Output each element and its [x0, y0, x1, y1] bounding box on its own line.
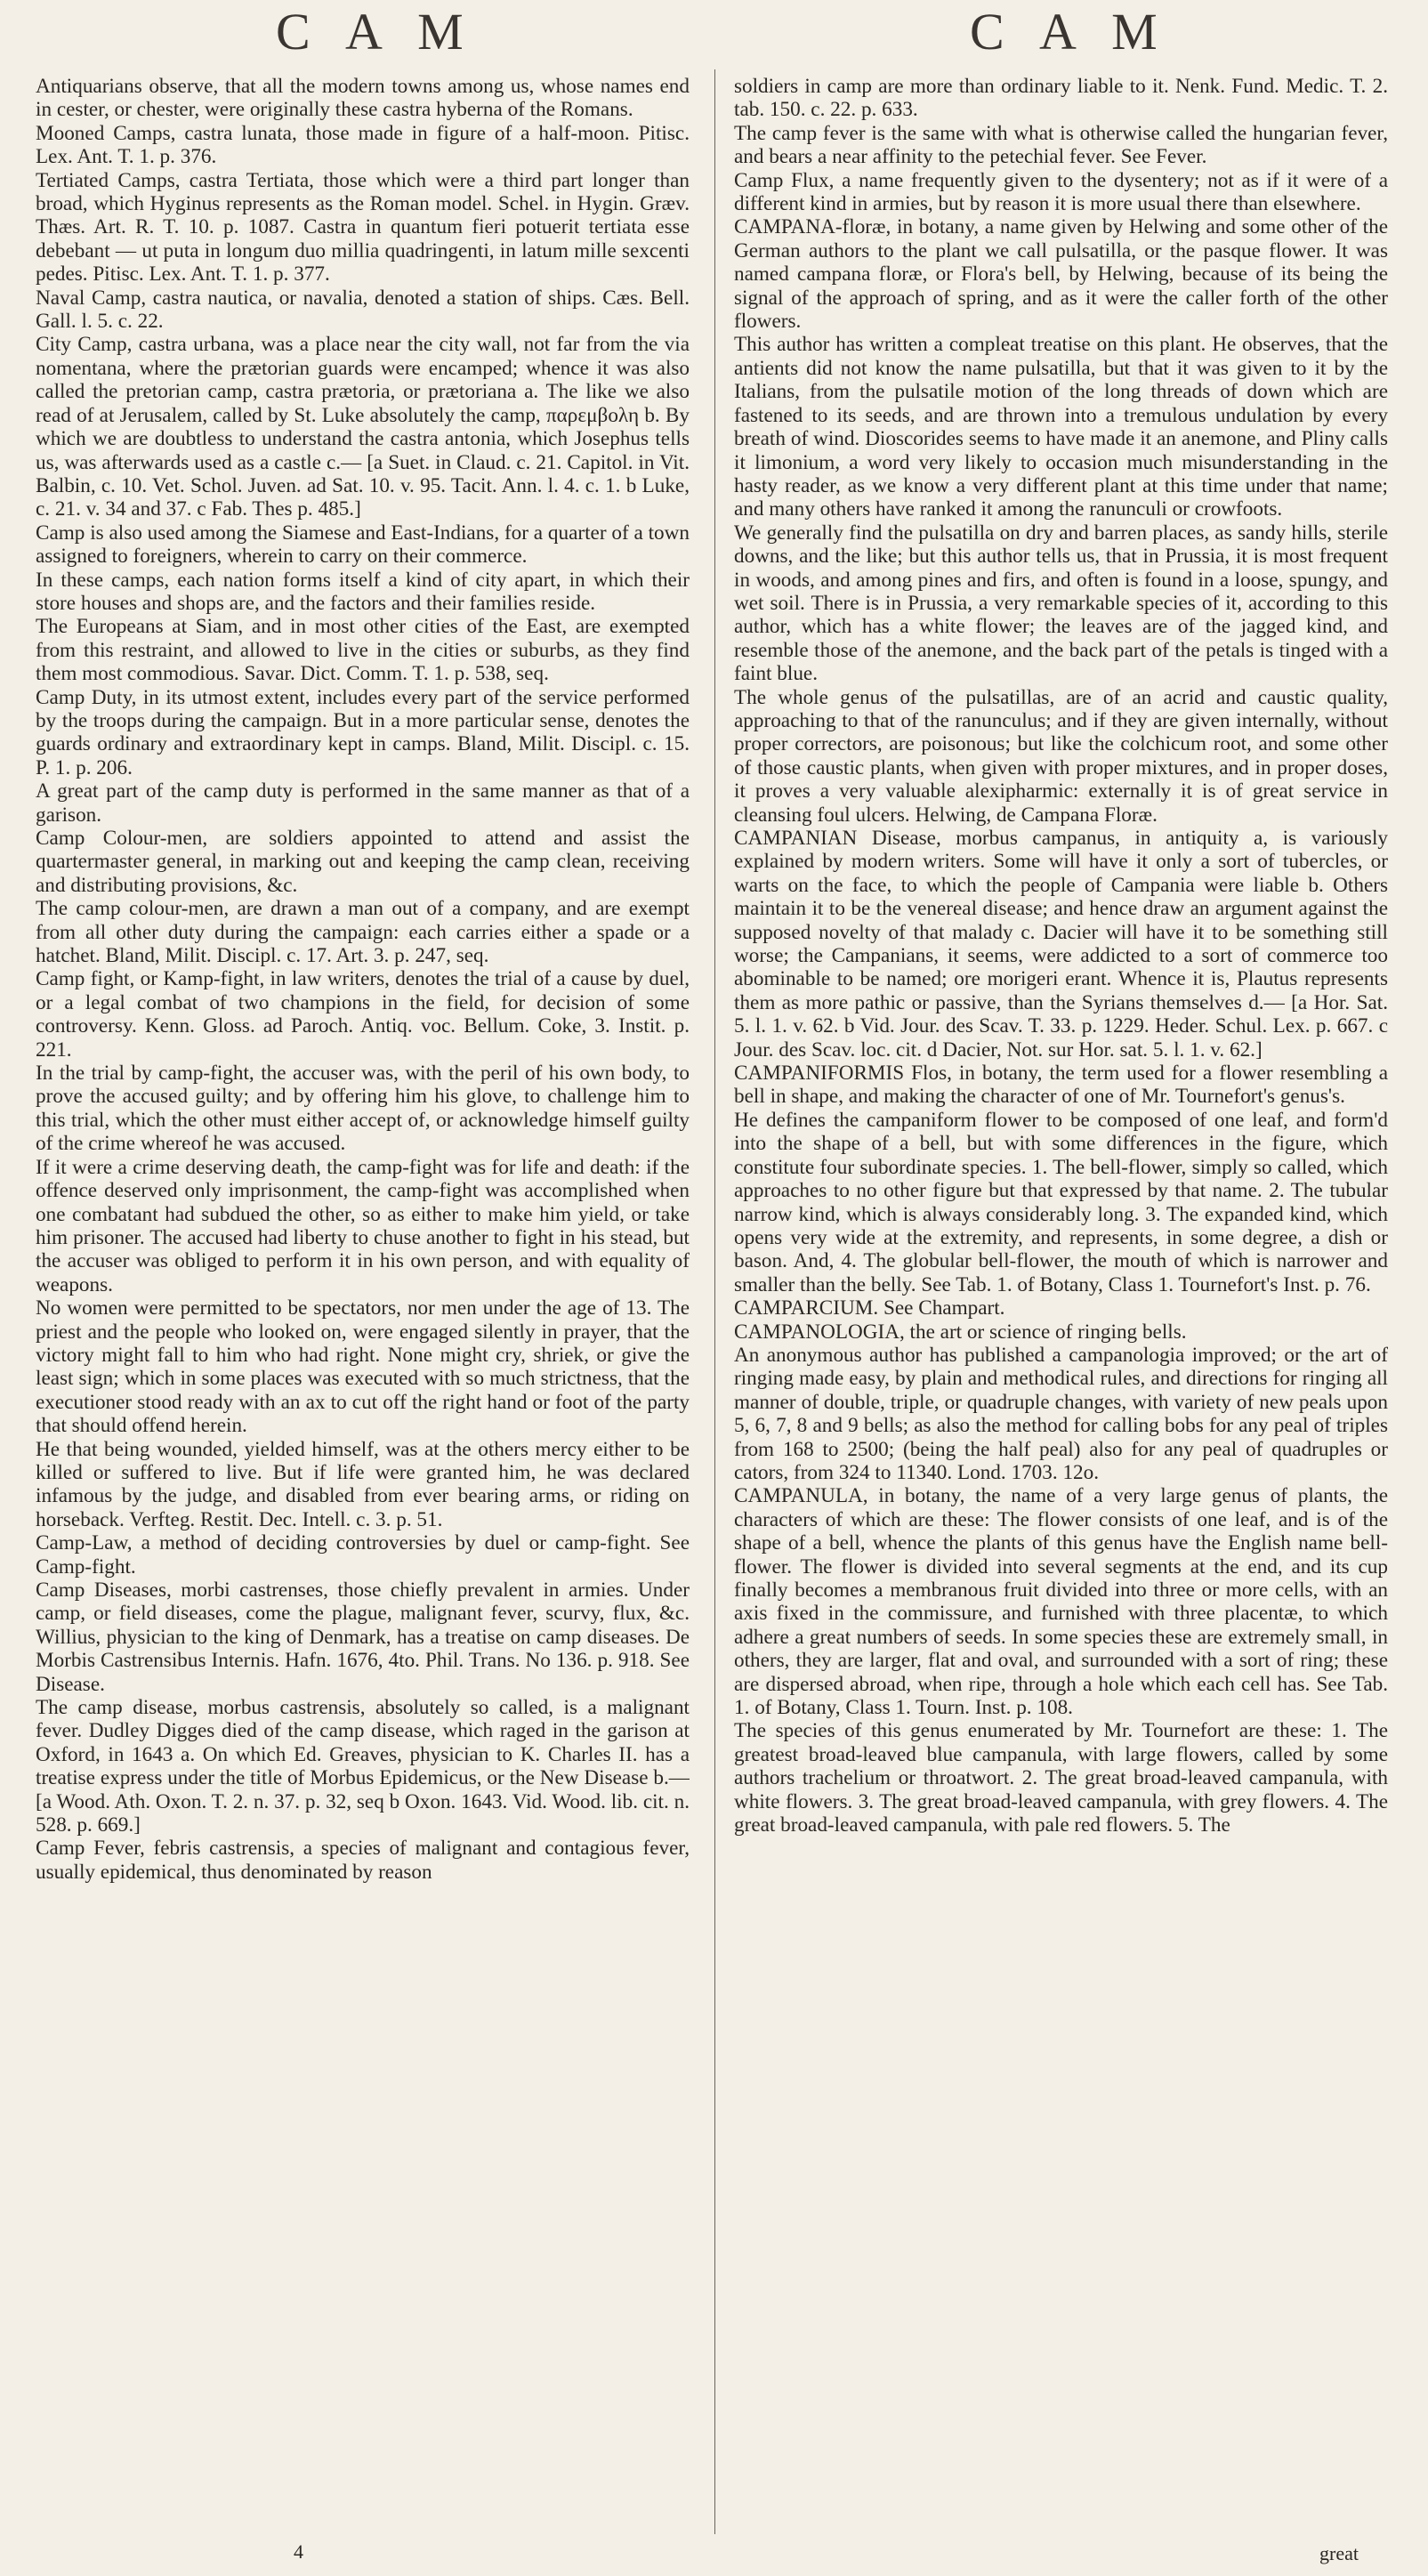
- entry-paragraph: CAMPANOLOGIA, the art or science of ringing bells.: [734, 1320, 1187, 1344]
- catchword: great: [1319, 2542, 1359, 2564]
- entry-paragraph: Camp fight, or Kamp-fight, in law writers, denotes the trial of a cause by duel, or a legal combat of two champions in the field, for decision of some controversy. Kenn. Gloss. ad Paroch. Antiq. voc. Bellum. Coke, 3. Instit. p. 221.: [36, 967, 690, 1062]
- left-column: [36, 75, 690, 2540]
- entry-paragraph: CAMPANIFORMIS Flos, in botany, the term used for a flower resembling a bell in shape, and making the character of one of Mr. Tournefort's genus's.: [734, 1062, 1388, 1109]
- entry-paragraph: Mooned Camps, castra lunata, those made in figure of a half-moon. Pitisc. Lex. Ant. T. 1. p. 376.: [36, 121, 690, 169]
- entry-paragraph: Camp Diseases, morbi castrenses, those chiefly prevalent in armies. Under camp, or field diseases, come the plague, malignant fever, scurvy, flux, &c. Willius, physician to the king of Denmark, has a treatise on camp diseases. De Morbis Castrensibus Internis. Hafn. 1676, 4to. Phil. Trans. No 136. p. 918. See Disease.: [36, 1579, 690, 1696]
- entry-paragraph: CAMPANIAN Disease, morbus campanus, in antiquity a, is variously explained by modern writers. Some will have it only a sort of tubercles, or warts on the face, to which the people of Campania were liable b. Others maintain it to be the venereal disease; and hence draw an argument against the supposed novelty of that malady c. Dacier will have it to be something still worse; the Campanians, it seems, were addicted to a sort of commerce too abominable to be named; ore morigeri erant. Whence it is, Plautus represents them as more pathic or passive, than the Syrians themselves d.— [a Hor. Sat. 5. l. 1. v. 62. b Vid. Jour. des Scav. T. 33. p. 1229. Heder. Schul. Lex. p. 667. c Jour. des Scav. loc. cit. d Dacier, Not. sur Hor. sat. 5. l. 1. v. 62.]: [734, 827, 1388, 1062]
- entry-paragraph: Camp Fever, febris castrensis, a species of malignant and contagious fever, usually epidemical, thus denominated by reason: [36, 1837, 690, 1884]
- running-header: [0, 0, 1428, 71]
- entry-paragraph: The camp colour-men, are drawn a man out of a company, and are exempt from all other duty during the campaign: each carries either a spade or a hatchet. Bland, Milit. Discipl. c. 17. Art. 3. p. 247, seq.: [36, 897, 690, 968]
- entry-paragraph: Camp Duty, in its utmost extent, includes every part of the service performed by the troops during the campaign. But in a more particular sense, denotes the guards ordinary and extraordinary kept in camps. Bland, Milit. Discipl. c. 15. P. 1. p. 206.: [36, 685, 690, 779]
- text-columns: [36, 75, 1388, 2540]
- entry-paragraph: The species of this genus enumerated by Mr. Tournefort are these: 1. The greatest broad-leaved blue campanula, with large flowers, called by some authors trachelium or throatwort. 2. The great broad-leaved campanula, with white flowers. 3. The great broad-leaved campanula, with grey flowers. 4. The great broad-leaved campanula, with pale red flowers. 5. The: [734, 1719, 1388, 1837]
- header-title-right: C A M: [970, 3, 1170, 61]
- entry-paragraph: Tertiated Camps, castra Tertiata, those which were a third part longer than broad, which Hyginus represents as the Roman model. Schel. in Hygin. Græv. Thæs. Art. R. T. 10. p. 1087. Castra in quantum fieri potuerit tertiata esse debebant — ut puta in longum duo millia quadringenti, in latum mille sexcenti pedes. Pitisc. Lex. Ant. T. 1. p. 377.: [36, 168, 690, 287]
- entry-paragraph: He defines the campaniform flower to be composed of one leaf, and form'd into the shape of a bell, but with some differences in the figure, which constitute four subordinate species. 1. The bell-flower, simply so called, which approaches to no other figure but that expressed by that name. 2. The tubular narrow kind, which is always considerably long. 3. The expanded kind, which opens very wide at the extremity, and represents, in some degree, a dish or bason. And, 4. The globular bell-flower, the mouth of which is narrower and smaller than the belly. See Tab. 1. of Botany, Class 1. Tournefort's Inst. p. 76.: [734, 1108, 1388, 1296]
- entry-paragraph: He that being wounded, yielded himself, was at the others mercy either to be killed or suffered to live. But if life were granted him, he was declared infamous by the judge, and disabled from ever bearing arms, or riding on horseback. Verfteg. Restit. Dec. Intell. c. 3. p. 51.: [36, 1437, 690, 1531]
- entry-paragraph: The whole genus of the pulsatillas, are of an acrid and caustic quality, approaching to that of the ranunculus; and if they are given internally, without proper correctors, are poisonous; but like the colchicum root, and some other of those caustic plants, when given with proper mixtures, and in proper doses, it proves a very valuable alexipharmic: externally it is of great service in cleansing foul ulcers. Helwing, de Campana Floræ.: [734, 685, 1388, 827]
- entry-paragraph: In these camps, each nation forms itself a kind of city apart, in which their store houses and shops are, and the factors and their families reside.: [36, 568, 690, 615]
- entry-paragraph: Antiquarians observe, that all the modern towns among us, whose names end in cester, or chester, were originally these castra hyberna of the Romans.: [36, 75, 690, 122]
- entry-paragraph: This author has written a compleat treatise on this plant. He observes, that the antients did not know the name pulsatilla, but that it was given to it by the Italians, from the pulsatile motion of the long threads of down which are fastened to its seeds, and are thrown into a tremulous undulation by every breath of wind. Dioscorides seems to have made it an anemone, and Pliny calls it limonium, a word very likely to occasion much misunderstanding in the hasty reader, as we know a very different plant at this time under that name; and many others have ranked it among the ranunculi or crowfoots.: [734, 333, 1388, 521]
- entry-paragraph: The camp disease, morbus castrensis, absolutely so called, is a malignant fever. Dudley Digges died of the camp disease, which raged in the garison at Oxford, in 1643 a. On which Ed. Greaves, physician to K. Charles II. has a treatise express under the title of Morbus Epidemicus, or the New Disease b.— [a Wood. Ath. Oxon. T. 2. n. 37. p. 32, seq b Oxon. 1643. Vid. Wood. lib. cit. n. 528. p. 669.]: [36, 1696, 690, 1837]
- signature-mark: 4: [294, 2540, 303, 2563]
- entry-paragraph: Camp Colour-men, are soldiers appointed to attend and assist the quartermaster general, in marking out and keeping the camp clean, receiving and distributing provisions, &c.: [36, 827, 690, 897]
- entry-paragraph: If it were a crime deserving death, the camp-fight was for life and death: if the offence deserved only imprisonment, the camp-fight was accomplished when one combatant had subdued the other, so as either to make him yield, or take him prisoner. The accused had liberty to chuse another to fight in his stead, but the accuser was obliged to perform it in his own person, and with equality of weapons.: [36, 1155, 690, 1296]
- header-title-left: C A M: [276, 3, 476, 61]
- entry-paragraph: City Camp, castra urbana, was a place near the city wall, not far from the via nomentana, where the prætorian guards were encamped; whence it was also called the pretorian camp, castra prætoria, or prætoriana a. The like we also read of at Jerusalem, called by St. Luke absolutely the camp, παρεμβολη b. By which we are doubtless to understand the castra antonia, which Josephus tells us, was afterwards used as a castle c.— [a Suet. in Claud. c. 21. Capitol. in Vit. Balbin, c. 10. Vet. Schol. Juven. ad Sat. 10. v. 95. Tacit. Ann. l. 4. c. 1. b Luke, c. 21. v. 34 and 37. c Fab. Thes p. 485.]: [36, 333, 690, 521]
- entry-paragraph: We generally find the pulsatilla on dry and barren places, as sandy hills, sterile downs, and the like; but this author tells us, that in Prussia, it is most frequent in woods, and among pines and firs, and often is found in a loose, spungy, and wet soil. There is in Prussia, a very remarkable species of it, according to this author, which has a white flower; the leaves are of the jagged kind, and resemble those of the anemone, and the back part of the petals is tinged with a faint blue.: [734, 521, 1388, 686]
- entry-paragraph: An anonymous author has published a campanologia improved; or the art of ringing made easy, by plain and methodical rules, and directions for ringing all manner of double, triple, or quadruple changes, with variety of new peals upon 5, 6, 7, 8 and 9 bells; as also the method for calling bobs for any peal of triples from 168 to 2500; (being the half peal) also for any peal of quadruples or cators, from 324 to 11340. Lond. 1703. 12o.: [734, 1343, 1388, 1484]
- entry-paragraph: The Europeans at Siam, and in most other cities of the East, are exempted from this restraint, and allowed to live in the cities or suburbs, as they find them most commodious. Savar. Dict. Comm. T. 1. p. 538, seq.: [36, 615, 690, 686]
- entry-paragraph: Camp is also used among the Siamese and East-Indians, for a quarter of a town assigned to foreigners, wherein to carry on their commerce.: [36, 521, 690, 569]
- entry-paragraph: CAMPARCIUM. See Champart.: [734, 1296, 1005, 1320]
- entry-paragraph: soldiers in camp are more than ordinary liable to it. Nenk. Fund. Medic. T. 2. tab. 150. c. 22. p. 633.: [734, 75, 1388, 122]
- right-column: [734, 75, 1388, 2540]
- entry-paragraph: Camp Flux, a name frequently given to the dysentery; not as if it were of a different kind in armies, but by reason it is more usual there than elsewhere.: [734, 168, 1388, 216]
- entry-paragraph: In the trial by camp-fight, the accuser was, with the peril of his own body, to prove the accused guilty; and by offering him his glove, to challenge him to this trial, which the other must either accept of, or acknowledge himself guilty of the crime whereof he was accused.: [36, 1062, 690, 1156]
- entry-paragraph: The camp fever is the same with what is otherwise called the hungarian fever, and bears a near affinity to the petechial fever. See Fever.: [734, 121, 1388, 169]
- entry-paragraph: CAMPANULA, in botany, the name of a very large genus of plants, the characters of which are these: The flower consists of one leaf, and is of the shape of a bell, whence the plants of this genus have the English name bell-flower. The flower is divided into several segments at the end, and its cup finally becomes a membranous fruit divided into three or more cells, with an axis fixed in the commissure, and furnished with three placentæ, to which adhere a great numbers of seeds. In some species these are extremely small, in others, they are larger, flat and oval, and surrounded with a sort of ring; these are dispersed abroad, when ripe, through a hole which each cell has. See Tab. 1. of Botany, Class 1. Tourn. Inst. p. 108.: [734, 1484, 1388, 1720]
- entry-paragraph: A great part of the camp duty is performed in the same manner as that of a garison.: [36, 779, 690, 827]
- entry-paragraph: No women were permitted to be spectators, nor men under the age of 13. The priest and the people who looked on, were engaged silently in prayer, that the victory might fall to him who had right. None might cry, shriek, or give the least sign; which in some places was executed with so much strictness, that the executioner stood ready with an ax to cut off the right hand or foot of the party that should offend herein.: [36, 1296, 690, 1438]
- entry-paragraph: Naval Camp, castra nautica, or navalia, denoted a station of ships. Cæs. Bell. Gall. l. 5. c. 22.: [36, 286, 690, 334]
- entry-paragraph: CAMPANA-floræ, in botany, a name given by Helwing and some other of the German authors to the plant we call pulsatilla, or the pasque flower. It was named campana floræ, or Flora's bell, by Helwing, because of its being the signal of the approach of spring, and as it were the caller forth of the other flowers.: [734, 215, 1388, 334]
- entry-paragraph: Camp-Law, a method of deciding controversies by duel or camp-fight. See Camp-fight.: [36, 1531, 690, 1579]
